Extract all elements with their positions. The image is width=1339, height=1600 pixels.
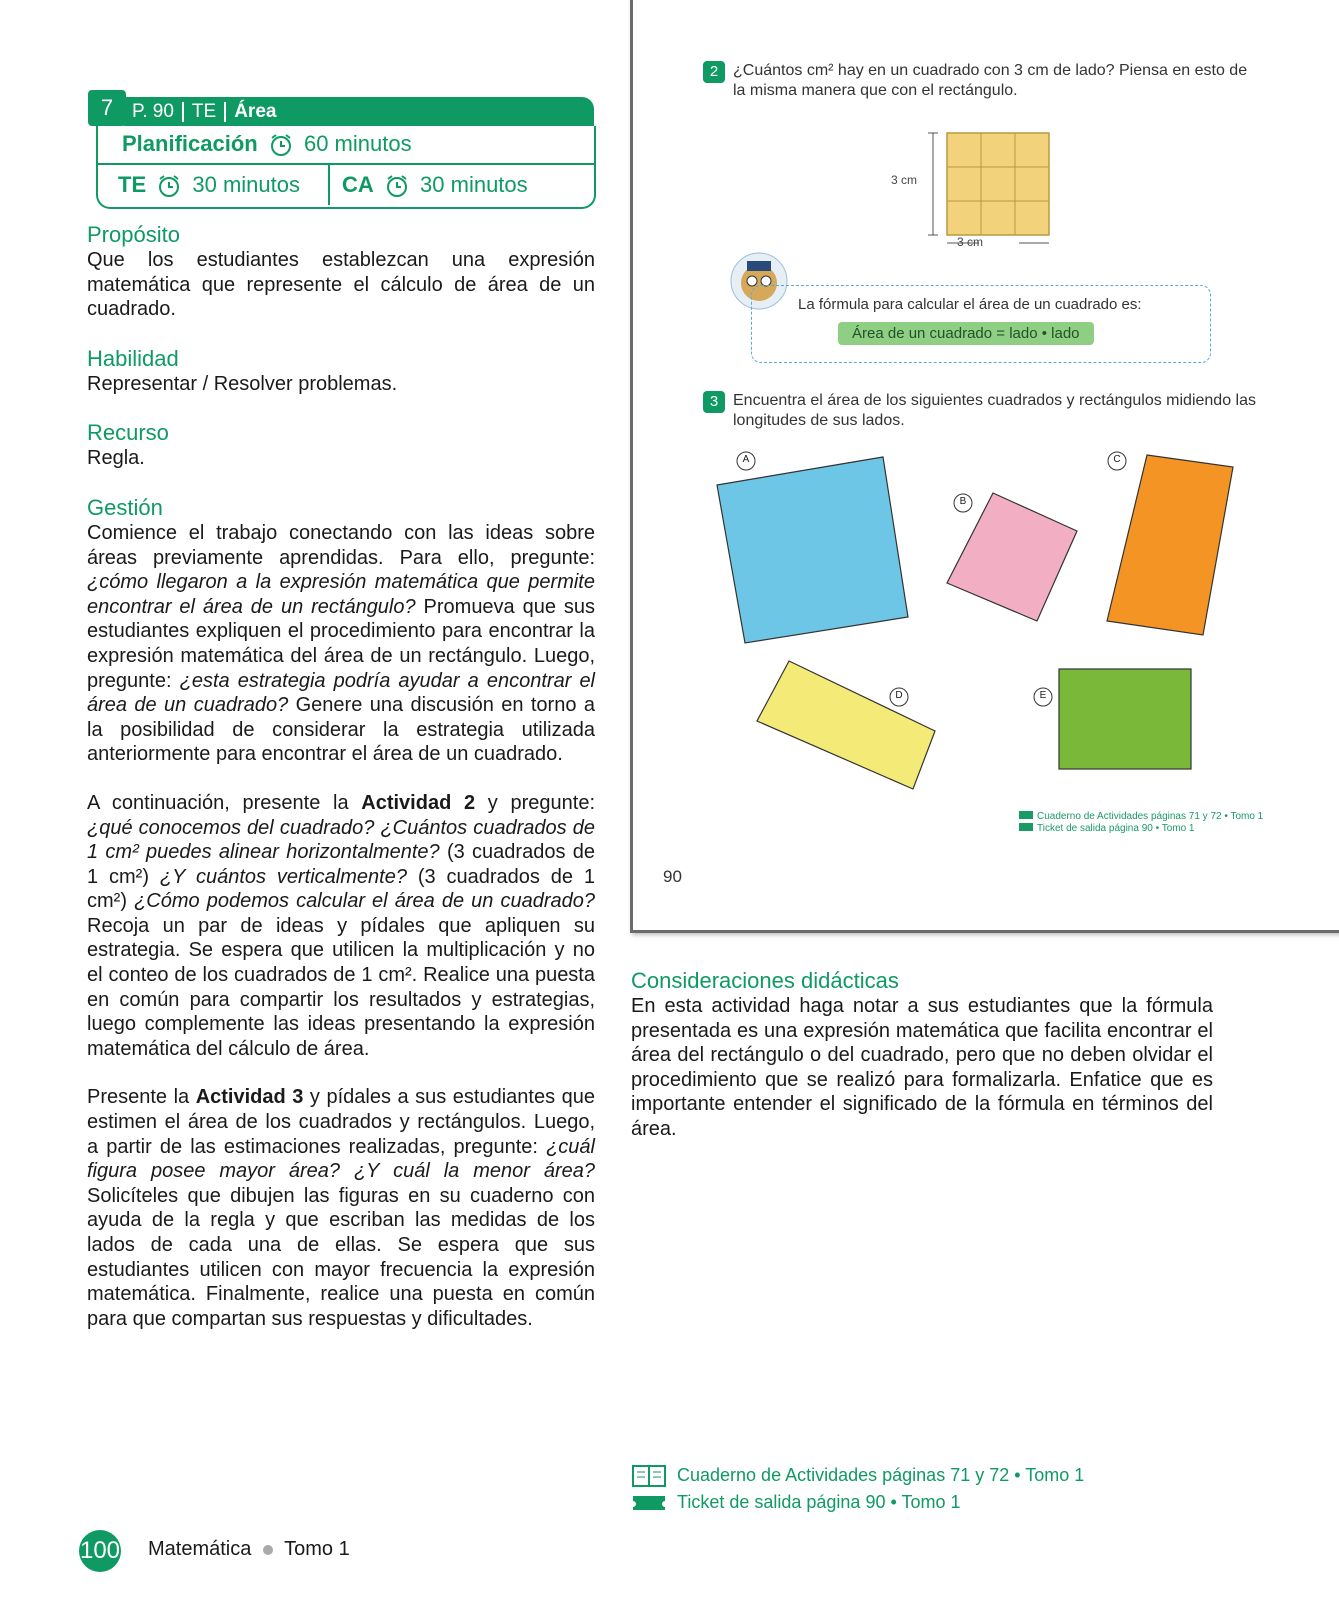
- shape-label-b: B: [959, 496, 967, 507]
- activity-3-text: Encuentra el área de los siguientes cuadrados y rectángulos midiendo las longitudes de sus lados.: [733, 392, 1256, 429]
- gestion-paragraph-2: A continuación, presente la Actividad 2 y pregunte: ¿qué conocemos del cuadrado? ¿Cuántos cuadrados de 1 cm² puedes alinear horizontalmente? (3 cuadrados de 1 cm²) ¿Y cuántos verticalmente? (3 cuadrados de 1 cm²) ¿Cómo podemos calcular el área de un cuadrado? Recoja un par de ideas y pídales que apliquen su estrategia. Se espera que utilicen la multiplicación y no el conteo de los cuadrados de 1 cm². Realice una puesta en común para compartir los resultados y estrategias, luego complemente las ideas presentando la expresión matemática del cálculo de área.: [87, 791, 596, 1060]
- student-page-thumbnail: [630, 0, 1339, 933]
- gestion-heading: Gestión: [87, 494, 163, 520]
- lesson-page: P. 90: [132, 101, 174, 122]
- planning-time: 60 minutos: [303, 131, 412, 156]
- planning-row: [96, 126, 596, 165]
- shape-e: [1059, 669, 1191, 769]
- activity-2-number: 2: [703, 61, 725, 83]
- formula-intro: La fórmula para calcular el área de un cuadrado es:: [798, 296, 1142, 313]
- side-length-label: 3 cm: [891, 173, 918, 187]
- shape-label-c: C: [1113, 454, 1121, 465]
- alarm-clock-icon: [268, 132, 294, 158]
- ticket-icon: [631, 1493, 667, 1513]
- formula-box: [751, 285, 1211, 363]
- activity-2-text: ¿Cuántos cm² hay en un cuadrado con 3 cm de lado? Piensa en esto de la misma manera que con el rectángulo.: [733, 62, 1248, 99]
- student-page-number: 90: [663, 867, 682, 886]
- alarm-clock-icon: [384, 173, 410, 199]
- activity-3-number: 3: [703, 391, 725, 413]
- shape-label-a: A: [742, 454, 750, 465]
- guide-left-column: [87, 222, 595, 1331]
- lesson-topic: Área: [234, 101, 277, 122]
- formula-text: Área de un cuadrado = lado • lado: [838, 322, 1094, 345]
- habilidad-heading: Habilidad: [87, 345, 179, 371]
- footer-page-number: 100: [79, 1530, 121, 1572]
- bottom-length-label: 3 cm: [957, 235, 984, 249]
- recurso-heading: Recurso: [87, 420, 169, 446]
- activity-3: [703, 391, 1263, 431]
- mini-ref-ticket: Ticket de salida página 90 • Tomo 1: [1019, 823, 1195, 834]
- habilidad-text: Representar / Resolver problemas.: [87, 372, 398, 395]
- gestion-paragraph-1: Comience el trabajo conectando con las ideas sobre áreas previamente aprendidas. Para ello, pregunte: ¿cómo llegaron a la expresión matemática que permite encontrar el área de un rectángulo? Promueva que sus estudiantes expliquen el procedimiento para encontrar la expresión matemática del área de un rectángulo. Luego, pregunte: ¿esta estrategia podría ayudar a encontrar el área de un cuadrado? Genere una discusión en torno a la posibilidad de considerar la estrategia utilizada anteriormente para encontrar el área de un cuadrado.: [87, 521, 596, 766]
- shape-d: [757, 661, 935, 789]
- shape-label-e: E: [1039, 690, 1047, 701]
- considerations-text: En esta actividad haga notar a sus estudiantes que la fórmula presentada es una expresión matemática que facilita encontrar el área del rectángulo o del cuadrado, pero que no deben olvidar el procedimiento que se realizó para formalizarla. Enfatice que es importante entender el significado de la fórmula en términos del área.: [631, 995, 1213, 1140]
- lesson-number: 7: [88, 90, 126, 126]
- bullet-icon: [263, 1545, 273, 1555]
- considerations-section: [631, 968, 1213, 1142]
- shape-label-d: D: [895, 690, 903, 701]
- ca-label: CA: [342, 172, 374, 197]
- proposito-text: Que los estudiantes establezcan una expresión matemática que represente el cálculo de área de un cuadrado.: [87, 249, 595, 321]
- gestion-paragraph-3: Presente la Actividad 3 y pídales a sus estudiantes que estimen el área de los cuadrados y rectángulos. Luego, a partir de las estimaciones realizadas, pregunte: ¿cuál figura posee mayor área? ¿Y cuál la menor área? Solicíteles que dibujen las figuras en su cuaderno con ayuda de la regla y que escriban las medidas de los lados de cada una de ellas. Se espera que sus estudiantes utilicen con mayor frecuencia la expresión matemática. Finalmente, realice una puesta en común para que compartan sus respuestas y dificultades.: [87, 1086, 595, 1330]
- mini-ref-cuaderno: Cuaderno de Actividades páginas 71 y 72 • Tomo 1: [1019, 811, 1263, 822]
- shape-a: [717, 457, 908, 643]
- book-icon: [631, 1464, 667, 1488]
- resource-ticket: [631, 1492, 1231, 1513]
- ticket-icon: [1019, 823, 1033, 831]
- resource-ticket-text: Ticket de salida página 90 • Tomo 1: [677, 1492, 961, 1512]
- recurso-text: Regla.: [87, 447, 145, 470]
- lesson-header-bar: [124, 97, 594, 126]
- shape-b: [947, 493, 1077, 621]
- resource-cuaderno-text: Cuaderno de Actividades páginas 71 y 72 • Tomo 1: [677, 1464, 1085, 1485]
- ca-time: 30 minutos: [420, 172, 528, 197]
- planning-label: Planificación: [122, 131, 258, 156]
- footer-subject: Matemática Tomo 1: [148, 1538, 350, 1560]
- considerations-heading: Consideraciones didácticas: [631, 968, 899, 993]
- resource-cuaderno: [631, 1464, 1231, 1488]
- activity-2: [703, 61, 1263, 101]
- shapes-diagram: [703, 445, 1263, 805]
- proposito-heading: Propósito: [87, 222, 180, 247]
- te-label: TE: [118, 172, 147, 197]
- shape-c: [1107, 455, 1233, 635]
- te-time: 30 minutos: [192, 172, 300, 197]
- book-icon: [1019, 811, 1033, 819]
- time-row: [96, 165, 596, 209]
- lesson-te: TE: [191, 101, 217, 122]
- alarm-clock-icon: [156, 173, 182, 199]
